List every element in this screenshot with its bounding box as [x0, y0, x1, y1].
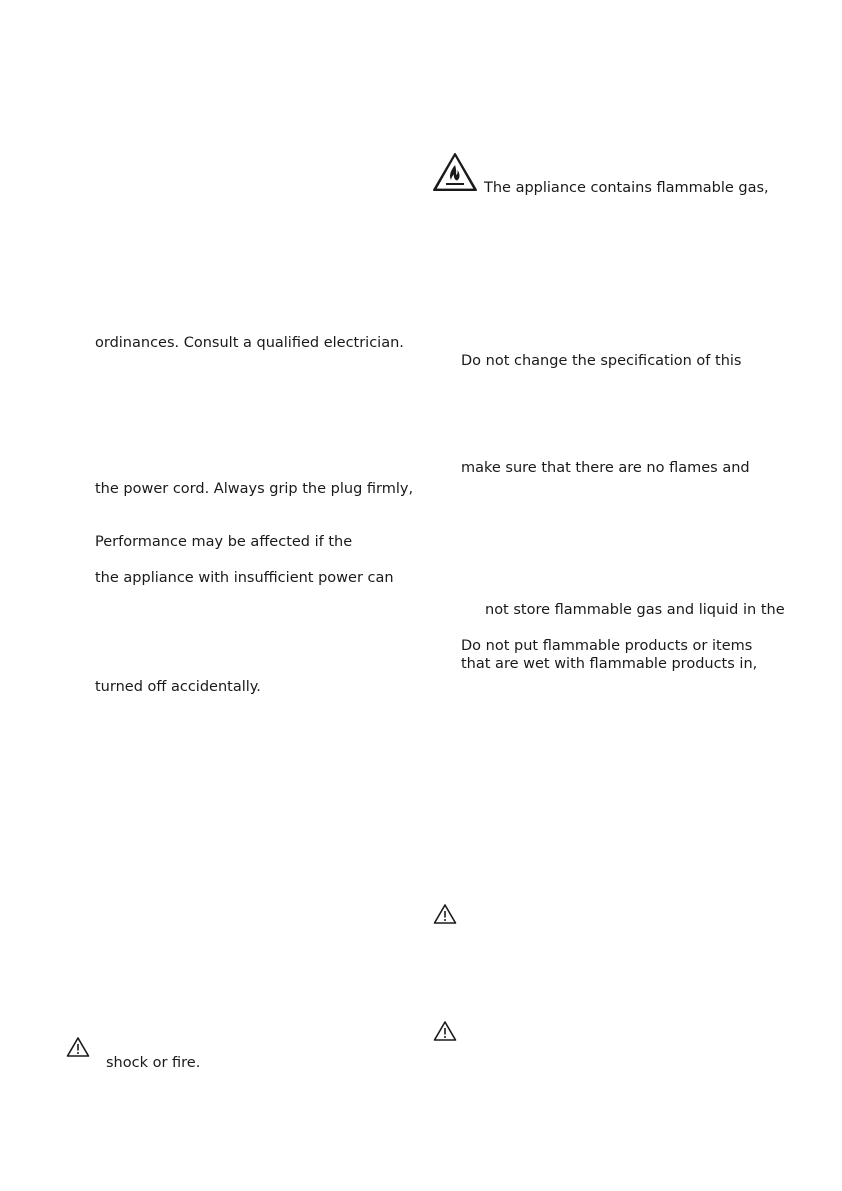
- right-text-line-no-flames: make sure that there are no flames and: [461, 460, 750, 476]
- left-text-line-turned-off: turned off accidentally.: [95, 679, 261, 695]
- right-text-line-wet-products: that are wet with flammable products in,: [461, 656, 758, 672]
- warning-triangle-icon: [66, 1036, 90, 1058]
- right-text-line-do-not-change: Do not change the specification of this: [461, 353, 742, 369]
- warning-triangle-icon: [433, 903, 457, 925]
- left-text-line-shock-fire: shock or fire.: [106, 1055, 201, 1071]
- right-text-line-flammable-gas: The appliance contains flammable gas,: [484, 180, 769, 196]
- right-text-line-not-store: not store flammable gas and liquid in the: [485, 602, 785, 618]
- left-text-line-insufficient-power: the appliance with insufficient power can: [95, 570, 394, 586]
- left-text-line-performance: Performance may be affected if the: [95, 534, 353, 550]
- right-text-line-do-not-put: Do not put flammable products or items: [461, 638, 753, 654]
- warning-triangle-icon: [433, 1020, 457, 1042]
- left-text-line-ordinances: ordinances. Consult a qualified electrician.: [95, 335, 404, 351]
- flammable-warning-icon: [432, 152, 478, 194]
- left-text-line-power-cord: the power cord. Always grip the plug firmly,: [95, 481, 414, 497]
